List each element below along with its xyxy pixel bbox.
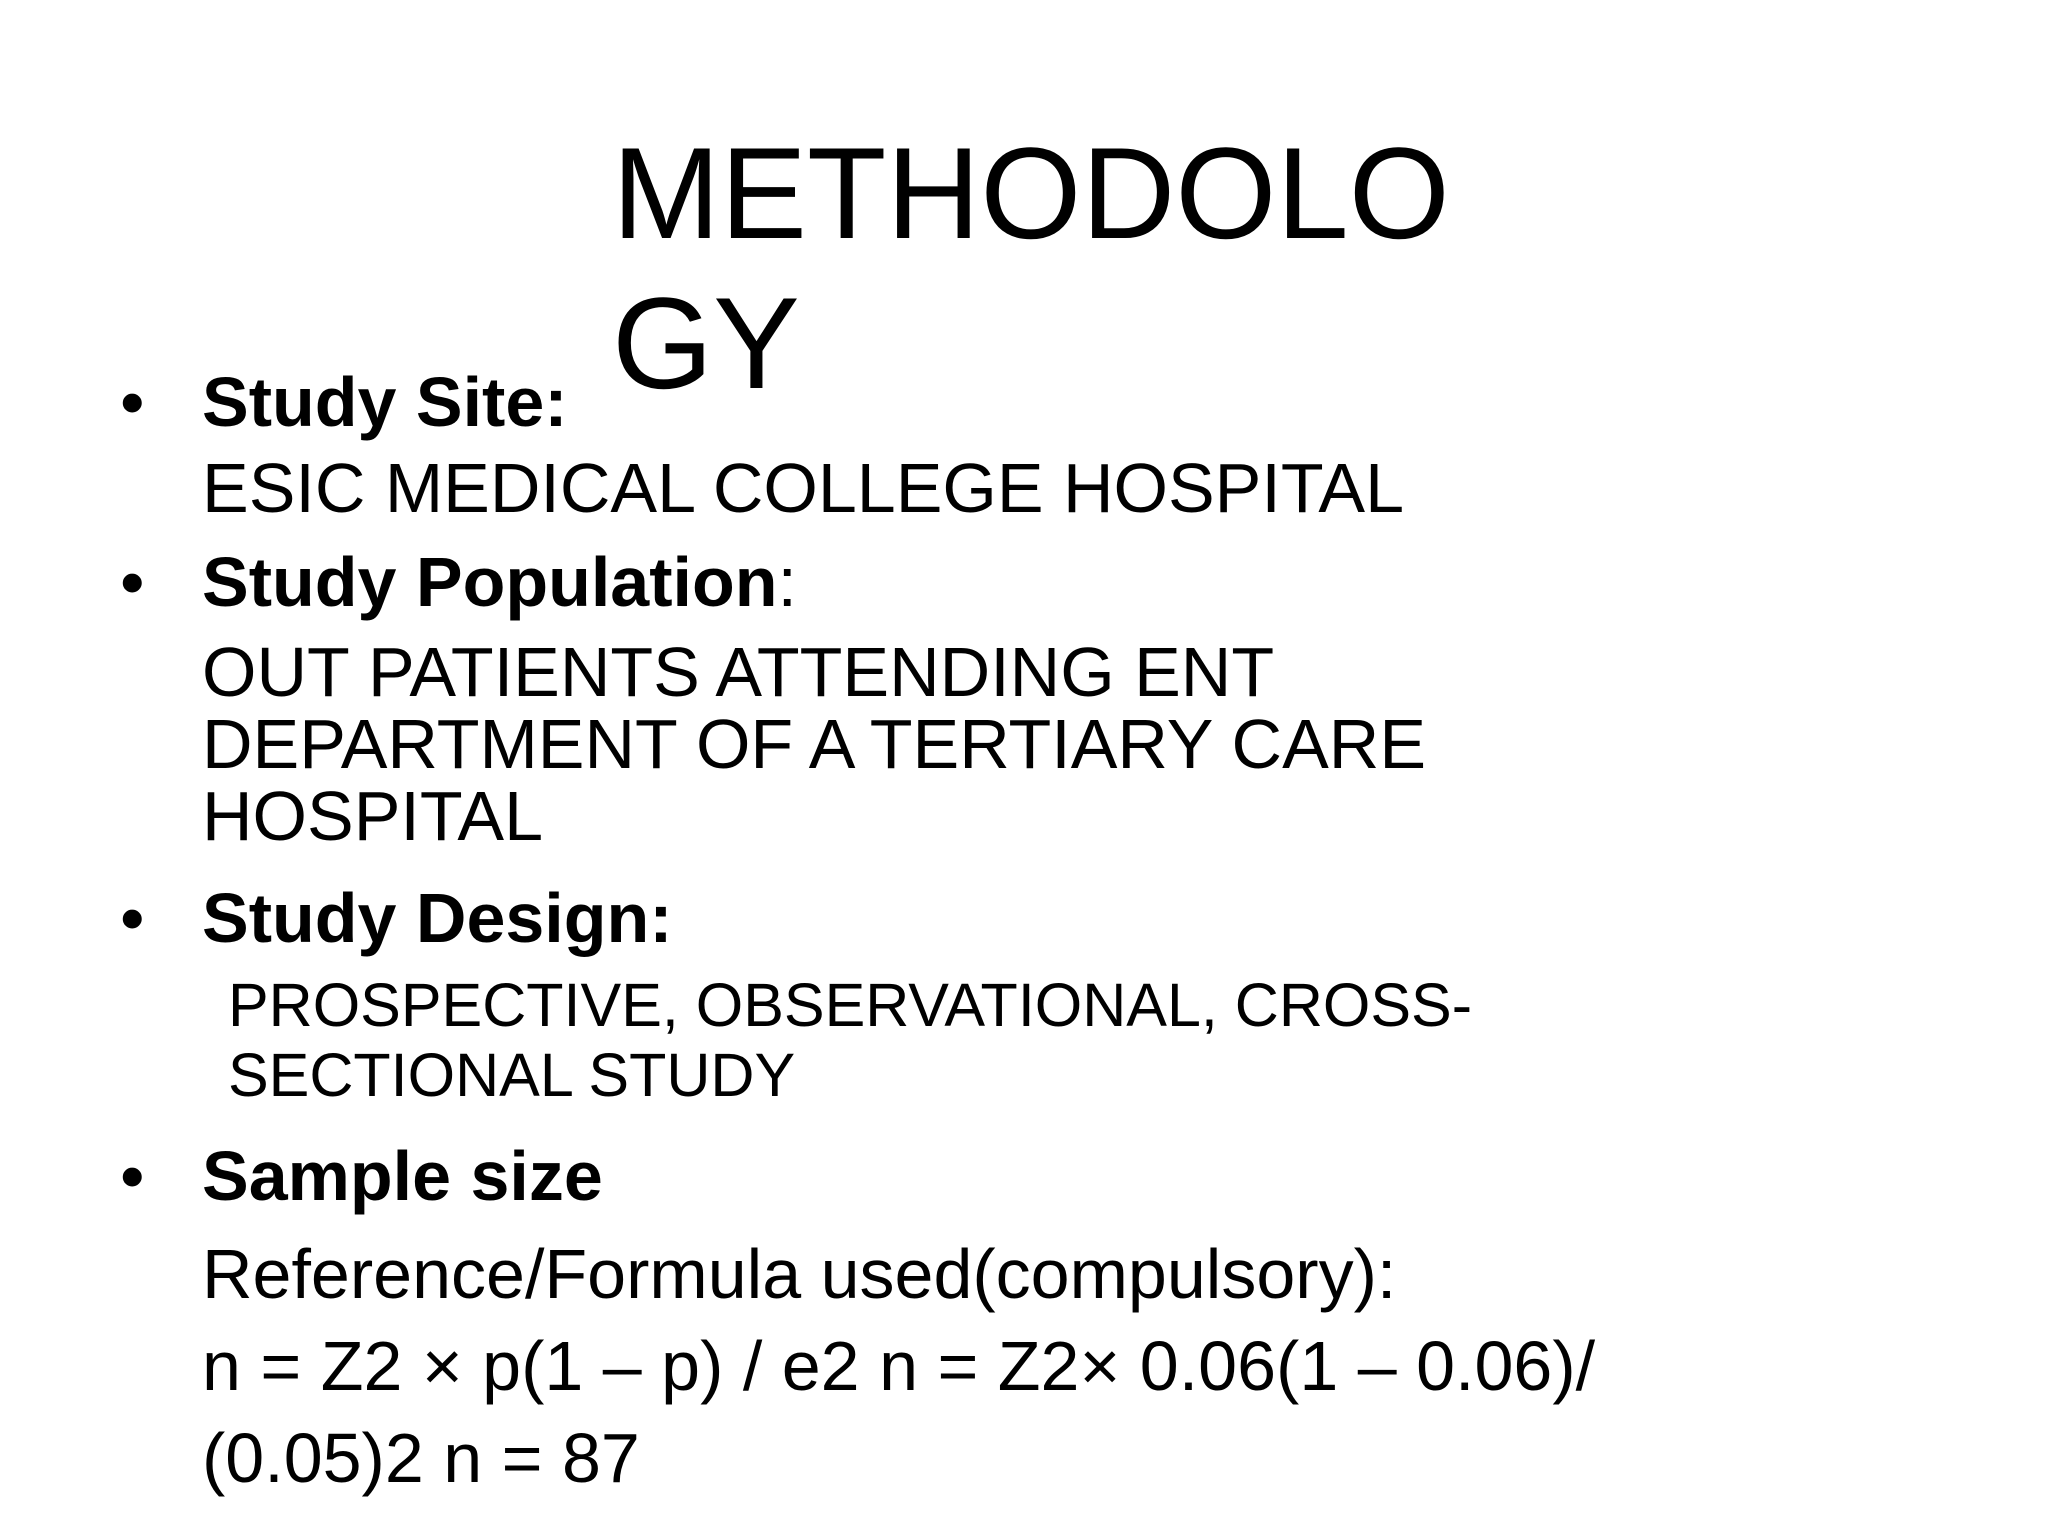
formula-line-2: (0.05)2 n = 87 [202,1419,640,1497]
study-site-heading [120,362,568,442]
bullet-icon: • [120,543,145,621]
study-population-heading [120,542,797,622]
sample-size-heading [120,1136,603,1216]
study-population-label: Study Population [202,543,778,621]
study-design-heading [120,878,673,958]
bullet-icon: • [120,1137,145,1215]
title-line-2: GY [612,270,800,416]
study-site-label: Study Site: [202,363,568,441]
sample-size-label: Sample size [202,1137,603,1215]
study-design-line-1: PROSPECTIVE, OBSERVATIONAL, CROSS- [228,971,1473,1039]
bullet-icon: • [120,879,145,957]
study-population-line-3: HOSPITAL [202,777,544,855]
study-population-colon: : [777,543,797,621]
sample-size-formula [202,1320,1595,1504]
bullet-icon: • [120,363,145,441]
sample-size-reference: Reference/Formula used(compulsory): [202,1235,1397,1313]
study-design-value [228,970,1472,1110]
title-line-1: METHODOLO [612,120,1450,266]
study-population-line-2: DEPARTMENT OF A TERTIARY CARE [202,705,1427,783]
study-site-value: ESIC MEDICAL COLLEGE HOSPITAL [202,449,1404,527]
study-design-label: Study Design: [202,879,673,957]
study-population-line-1: OUT PATIENTS ATTENDING ENT [202,633,1275,711]
study-population-value [202,633,1427,855]
study-design-line-2: SECTIONAL STUDY [228,1041,796,1109]
formula-line-1: n = Z2 × p(1 – p) / e2 n = Z2× 0.06(1 – 0.06)/ [202,1327,1596,1405]
